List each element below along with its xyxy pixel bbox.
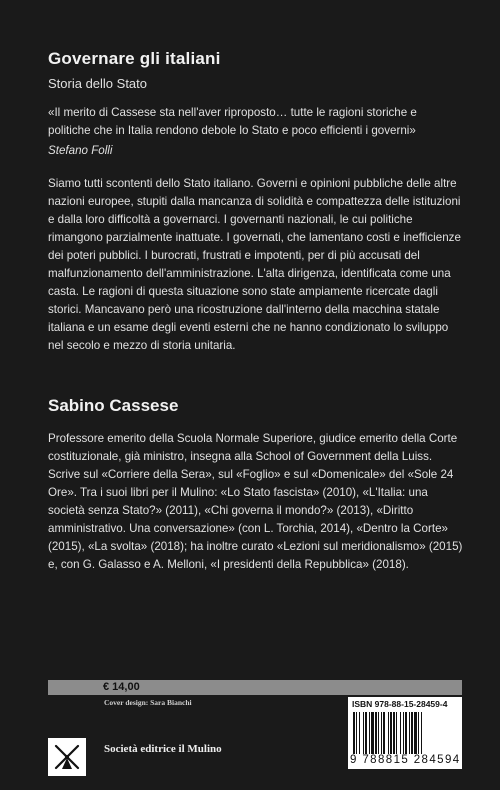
barcode-digits: 9 788815 284594 [350, 754, 461, 766]
book-subtitle: Storia dello Stato [48, 76, 148, 91]
cover-design-credit: Cover design: Sara Bianchi [104, 698, 192, 707]
quote-author: Stefano Folli [48, 144, 113, 157]
isbn-text: ISBN 978-88-15-28459-4 [352, 699, 448, 709]
barcode-icon [352, 712, 460, 754]
book-title: Governare gli italiani [48, 49, 221, 68]
review-quote: «Il merito di Cassese sta nell'aver riproposto… tutte le ragioni storiche e politiche che in Italia rendono debole lo Stato e poco efficienti i governi» [48, 106, 417, 137]
price: € 14,00 [103, 681, 140, 693]
book-description: Siamo tutti scontenti dello Stato italiano. Governi e opinioni pubbliche delle altre nazioni europee, stupiti dalla mancanza di solidità e compattezza delle istituzioni e dalla loro difficoltà a governarci. I governanti nazionali, le cui politiche rimangono parzialmente inattuate. I governati, che lamentano costi e inefficienze dei poteri pubblici. I burocrati, frustrati e impotenti, per di più accusati del malfunzionamento dell'amministrazione. L'alta dirigenza, identificata come una casta. Le ragioni di questa situazione sono state ampiamente ricercate dagli storici. Mancavano però una ricostruzione dall'interno della macchina statale italiana e un esame degli eventi esterni che ne hanno condizionato lo sviluppo nel secolo e mezzo di storia unitaria. [48, 177, 461, 352]
publisher-logo-icon [48, 738, 86, 776]
publisher-name: Società editrice il Mulino [104, 743, 222, 755]
author-name: Sabino Cassese [48, 396, 179, 415]
author-bio: Professore emerito della Scuola Normale Superiore, giudice emerito della Corte costituzionale, già ministro, insegna alla School of Government della Luiss. Scrive sul «Corriere della Sera», sul «Foglio» e sul «Domenicale» del «Sole 24 Ore». Tra i suoi libri per il Mulino: «Lo Stato fascista» (2010), «L'Italia: una società senza Stato?» (2011), «Chi governa il mondo?» (2013), «Diritto amministrativo. Una conversazione» (con L. Torchia, 2014), «Dentro la Corte» (2015), «La svolta» (2018); ha inoltre curato «Lezioni sul meridionalismo» (2015) e, con G. Galasso e A. Melloni, «I presidenti della Repubblica» (2018). [48, 432, 463, 571]
